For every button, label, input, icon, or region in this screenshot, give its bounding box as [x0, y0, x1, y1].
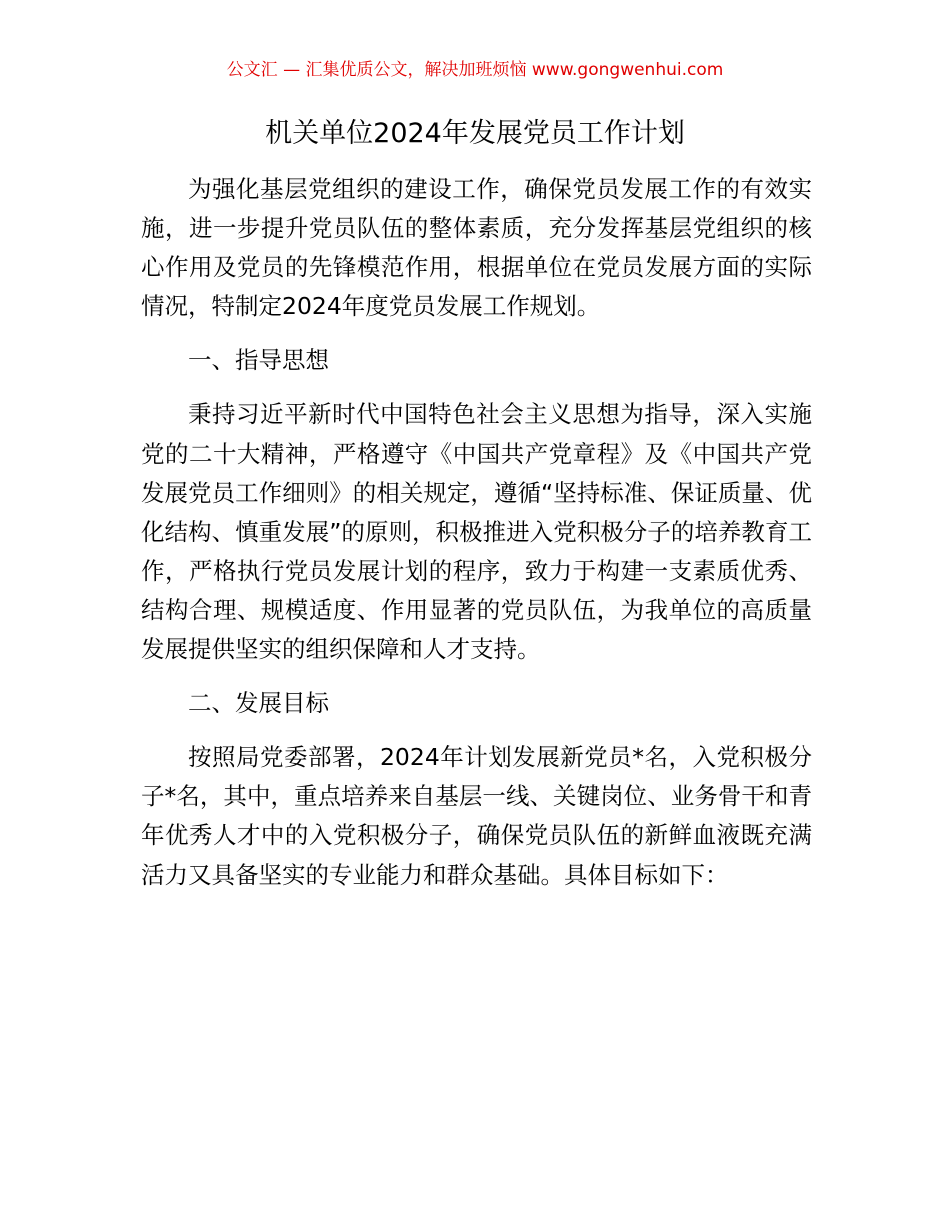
- header-banner: 公文汇 — 汇集优质公文，解决加班烦恼 www.gongwenhui.com: [226, 60, 724, 80]
- intro-paragraph: 为强化基层党组织的建设工作，确保党员发展工作的有效实施，进一步提升党员队伍的整体素质，充分发挥基层党组织的核心作用及党员的先锋模范作用，根据单位在党员发展方面的实际情况，特制定2024年度党员发展工作规划。: [141, 175, 812, 321]
- section-heading-development-goals: 二、发展目标: [188, 689, 329, 718]
- document-title: 机关单位2024年发展党员工作计划: [265, 118, 685, 149]
- document-body: [141, 170, 812, 910]
- section-paragraph-development-goals: 按照局党委部署，2024年计划发展新党员*名，入党积极分子*名，其中，重点培养来自基层一线、关键岗位、业务骨干和青年优秀人才中的入党积极分子，确保党员队伍的新鲜血液既充满活力又具备坚实的专业能力和群众基础。具体目标如下：: [141, 743, 812, 889]
- section-paragraph-guiding-ideology: 秉持习近平新时代中国特色社会主义思想为指导，深入实施党的二十大精神，严格遵守《中国共产党章程》及《中国共产党发展党员工作细则》的相关规定，遵循“坚持标准、保证质量、优化结构、慎重发展”的原则，积极推进入党积极分子的培养教育工作，严格执行党员发展计划的程序，致力于构建一支素质优秀、结构合理、规模适度、作用显著的党员队伍，为我单位的高质量发展提供坚实的组织保障和人才支持。: [141, 400, 812, 664]
- section-heading-guiding-ideology: 一、指导思想: [188, 346, 329, 375]
